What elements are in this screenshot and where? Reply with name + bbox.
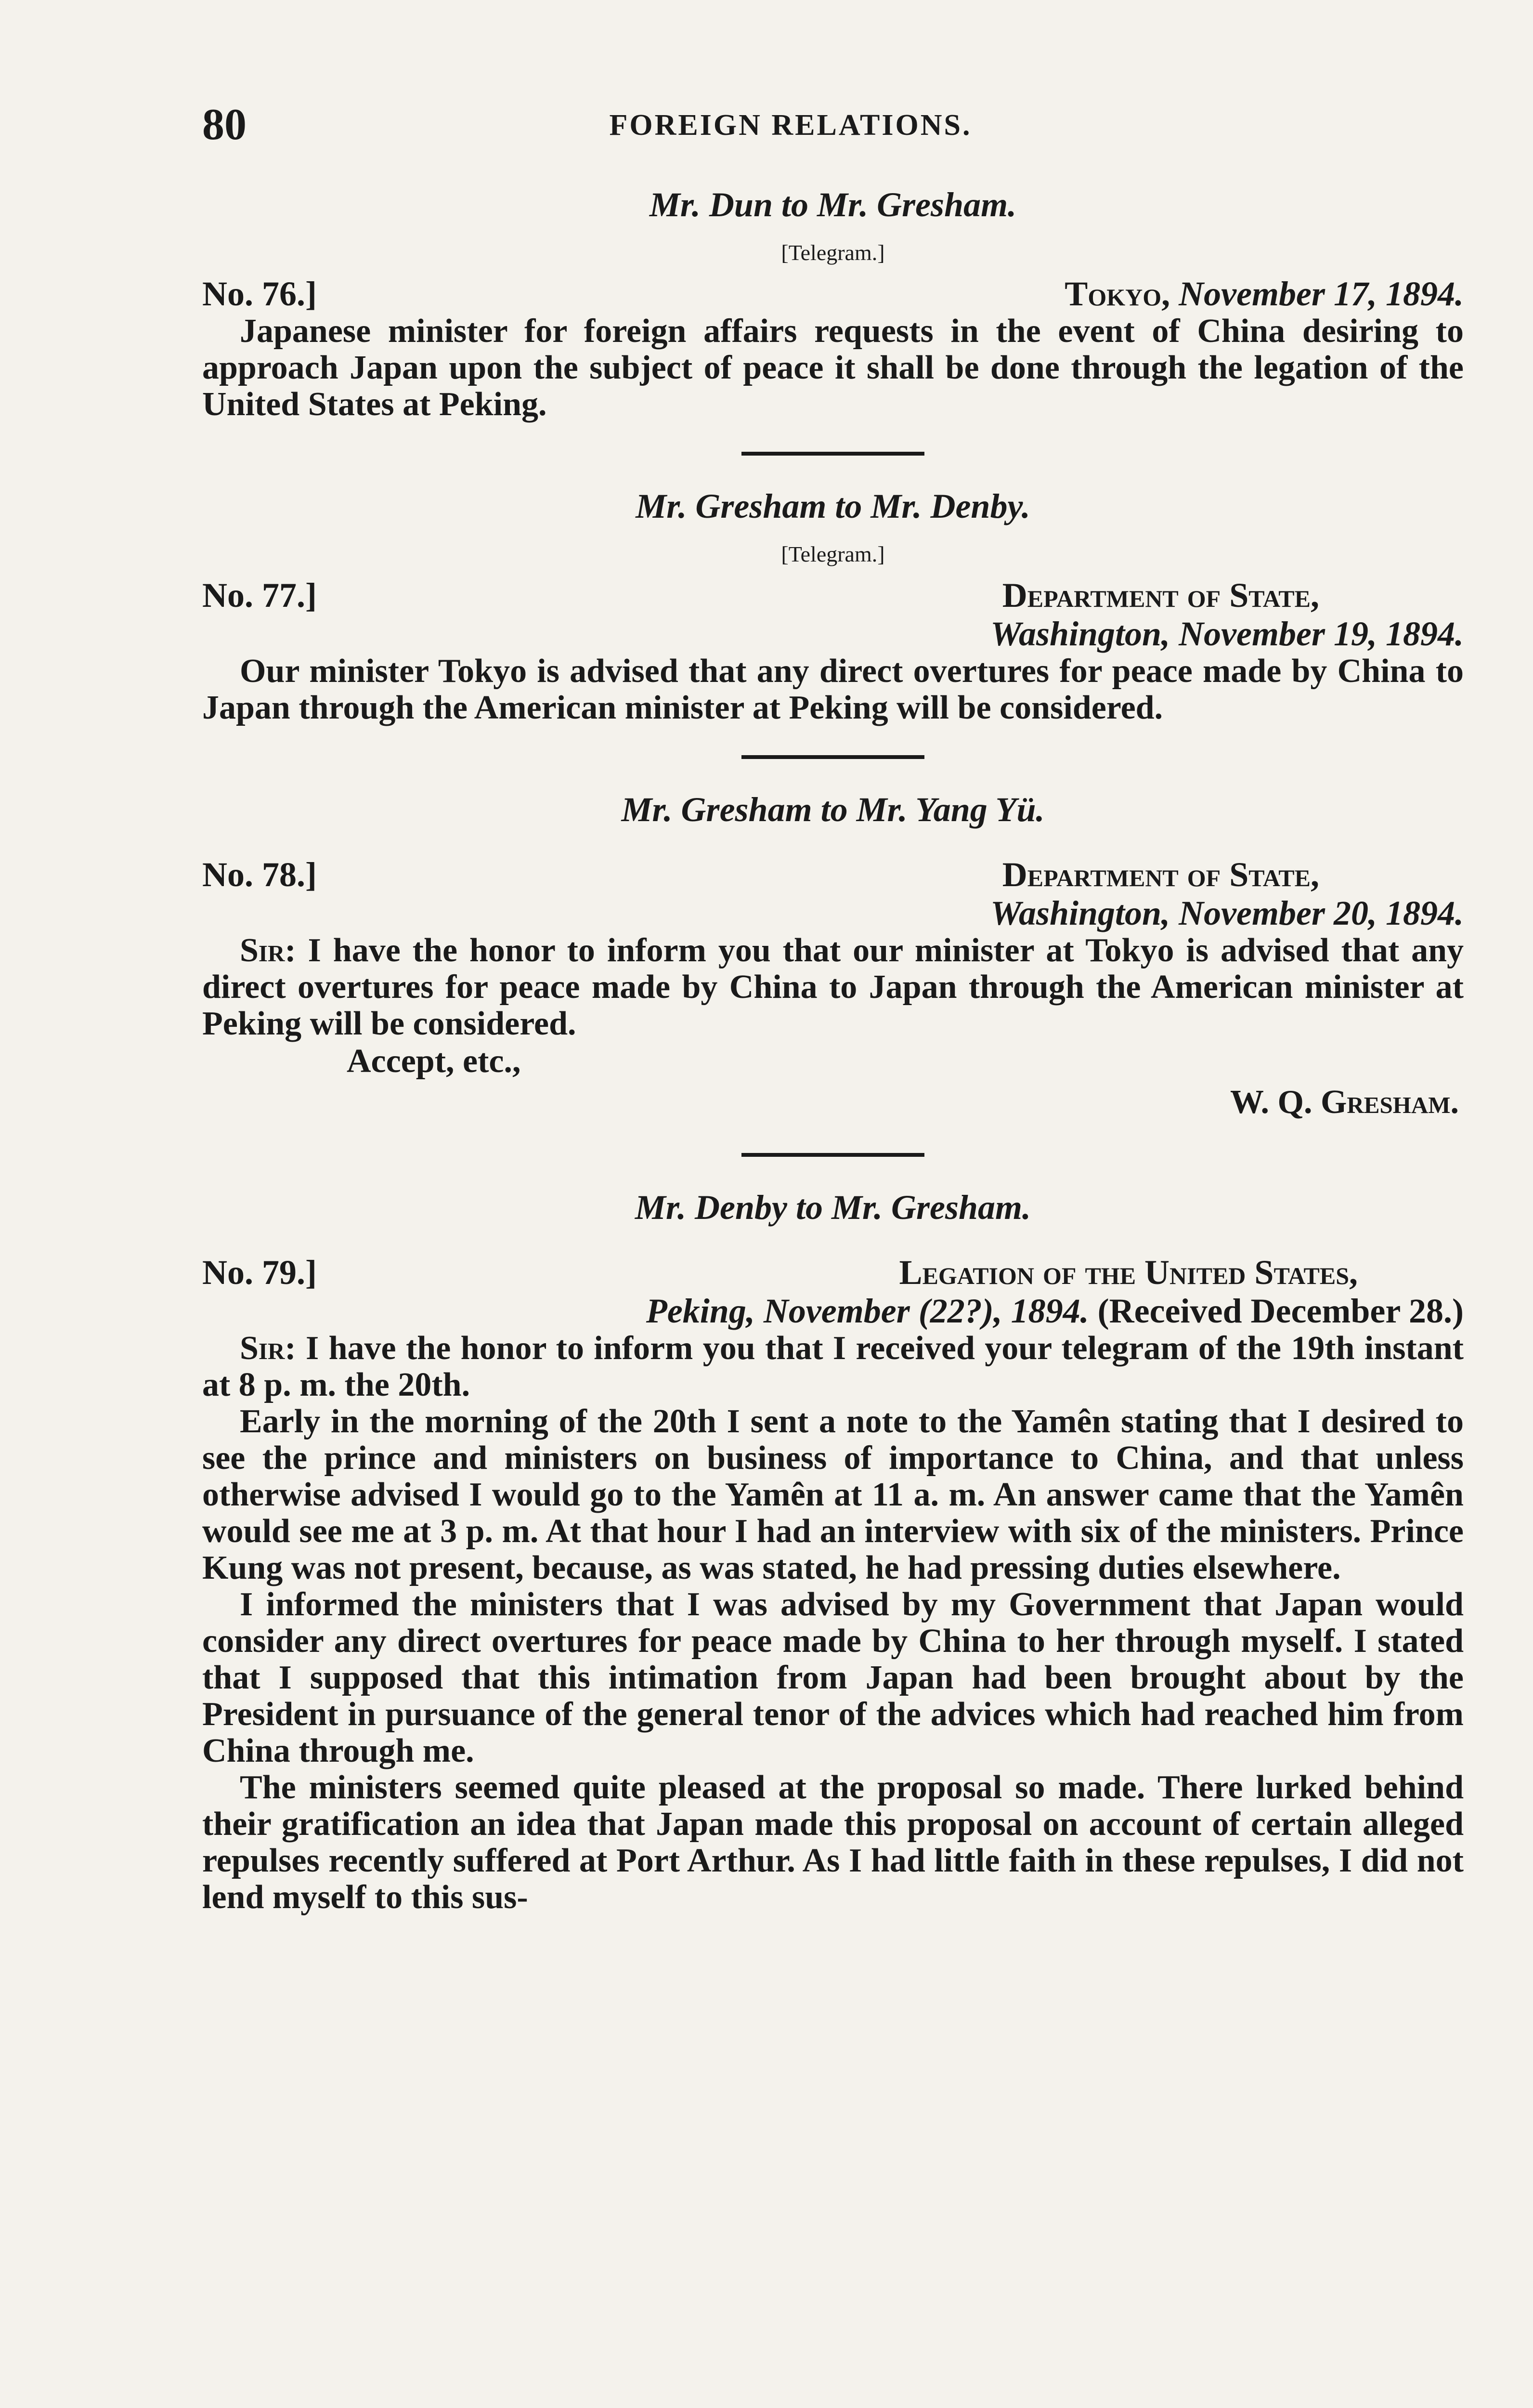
- dateline-date: Peking, November (22?), 1894.: [646, 1292, 1089, 1330]
- document-79: [202, 1181, 1464, 1916]
- dateline-date-row: [646, 1292, 1464, 1330]
- document-title: Mr. Gresham to Mr. Denby.: [636, 487, 1030, 525]
- document-number: No. 79.]: [202, 1253, 317, 1292]
- paragraph: Early in the morning of the 20th I sent a note to the Yamên stating that I desired to see the prince and ministers on business of importance to China, and that unless otherwise advised I would go to the Yamên at 11 a. m. An answer came that the Yamên would see me at 3 p. m. At that hour I had an interview with six of the ministers. Prince Kung was not present, because, as was stated, he had pressing duties elsewhere.: [202, 1403, 1464, 1586]
- document-number: No. 78.]: [202, 855, 317, 894]
- dateline: [646, 1253, 1464, 1330]
- dateline-place: Department of State,: [1002, 576, 1319, 615]
- received-note: (Received December 28.): [1097, 1292, 1464, 1330]
- document-78: [202, 783, 1464, 1124]
- section-divider: [741, 452, 924, 456]
- section-divider: [741, 755, 924, 759]
- paragraph-text: I have the honor to inform you that our minister at Tokyo is advised that any direct overtures for peace made by China to Japan through the American minister at Peking will be considered.: [202, 932, 1464, 1042]
- dateline-date: Washington, November 19, 1894.: [990, 615, 1464, 653]
- paragraph: I informed the ministers that I was advised by my Government that Japan would consider any direct overtures for peace made by China to her through myself. I stated that I supposed that this intimation from Japan had been brought about by the President in pursuance of the general tenor of the advices which had reached him from China through me.: [202, 1586, 1464, 1769]
- document-title: Mr. Dun to Mr. Gresham.: [649, 185, 1017, 224]
- salutation: Sir:: [240, 932, 296, 969]
- dateline-place: Legation of the United States,: [899, 1253, 1358, 1292]
- dateline-date: November 17, 1894.: [1179, 275, 1464, 313]
- document-77: [202, 480, 1464, 726]
- page-header: [202, 99, 1466, 157]
- paragraph: The ministers seemed quite pleased at the proposal so made. There lurked behind their gratification an idea that Japan made this proposal on account of certain alleged repulses recently suffered at Port Arthur. As I had little faith in these repulses, I did not lend myself to this sus-: [202, 1769, 1464, 1916]
- telegram-note: [Telegram.]: [781, 542, 885, 566]
- document-header-row: [202, 275, 1464, 313]
- paragraph: [202, 932, 1464, 1042]
- dateline-place: Department of State,: [1002, 855, 1319, 894]
- page-content: [202, 178, 1464, 1916]
- dateline-date: Washington, November 20, 1894.: [990, 894, 1464, 932]
- paragraph: [202, 1330, 1464, 1403]
- dateline: [990, 855, 1464, 932]
- dateline: [990, 576, 1464, 653]
- document-header-row: [202, 1253, 1464, 1330]
- document-title: Mr. Denby to Mr. Gresham.: [635, 1188, 1031, 1227]
- closing: Accept, etc.,: [347, 1043, 521, 1080]
- signature: W. Q. Gresham.: [1230, 1084, 1459, 1121]
- document-number: No. 77.]: [202, 576, 317, 615]
- document-title: Mr. Gresham to Mr. Yang Yü.: [621, 790, 1045, 829]
- document-header-row: [202, 576, 1464, 653]
- document-76: [202, 178, 1464, 423]
- running-head: FOREIGN RELATIONS.: [609, 109, 972, 142]
- paragraph: Japanese minister for foreign affairs requests in the event of China desiring to approach Japan upon the subject of peace it shall be done through the legation of the United States at Peking.: [202, 313, 1464, 423]
- page-number: 80: [202, 100, 247, 149]
- document-header-row: [202, 855, 1464, 932]
- telegram-note: [Telegram.]: [781, 240, 885, 265]
- dateline: [1065, 275, 1464, 313]
- document-number: No. 76.]: [202, 275, 317, 313]
- paragraph-text: I have the honor to inform you that I received your telegram of the 19th instant at 8 p. m. the 20th.: [202, 1330, 1464, 1403]
- paragraph: Our minister Tokyo is advised that any direct overtures for peace made by China to Japan through the American minister at Peking will be considered.: [202, 653, 1464, 726]
- section-divider: [741, 1153, 924, 1157]
- salutation: Sir:: [240, 1330, 296, 1367]
- dateline-place: Tokyo,: [1065, 275, 1170, 313]
